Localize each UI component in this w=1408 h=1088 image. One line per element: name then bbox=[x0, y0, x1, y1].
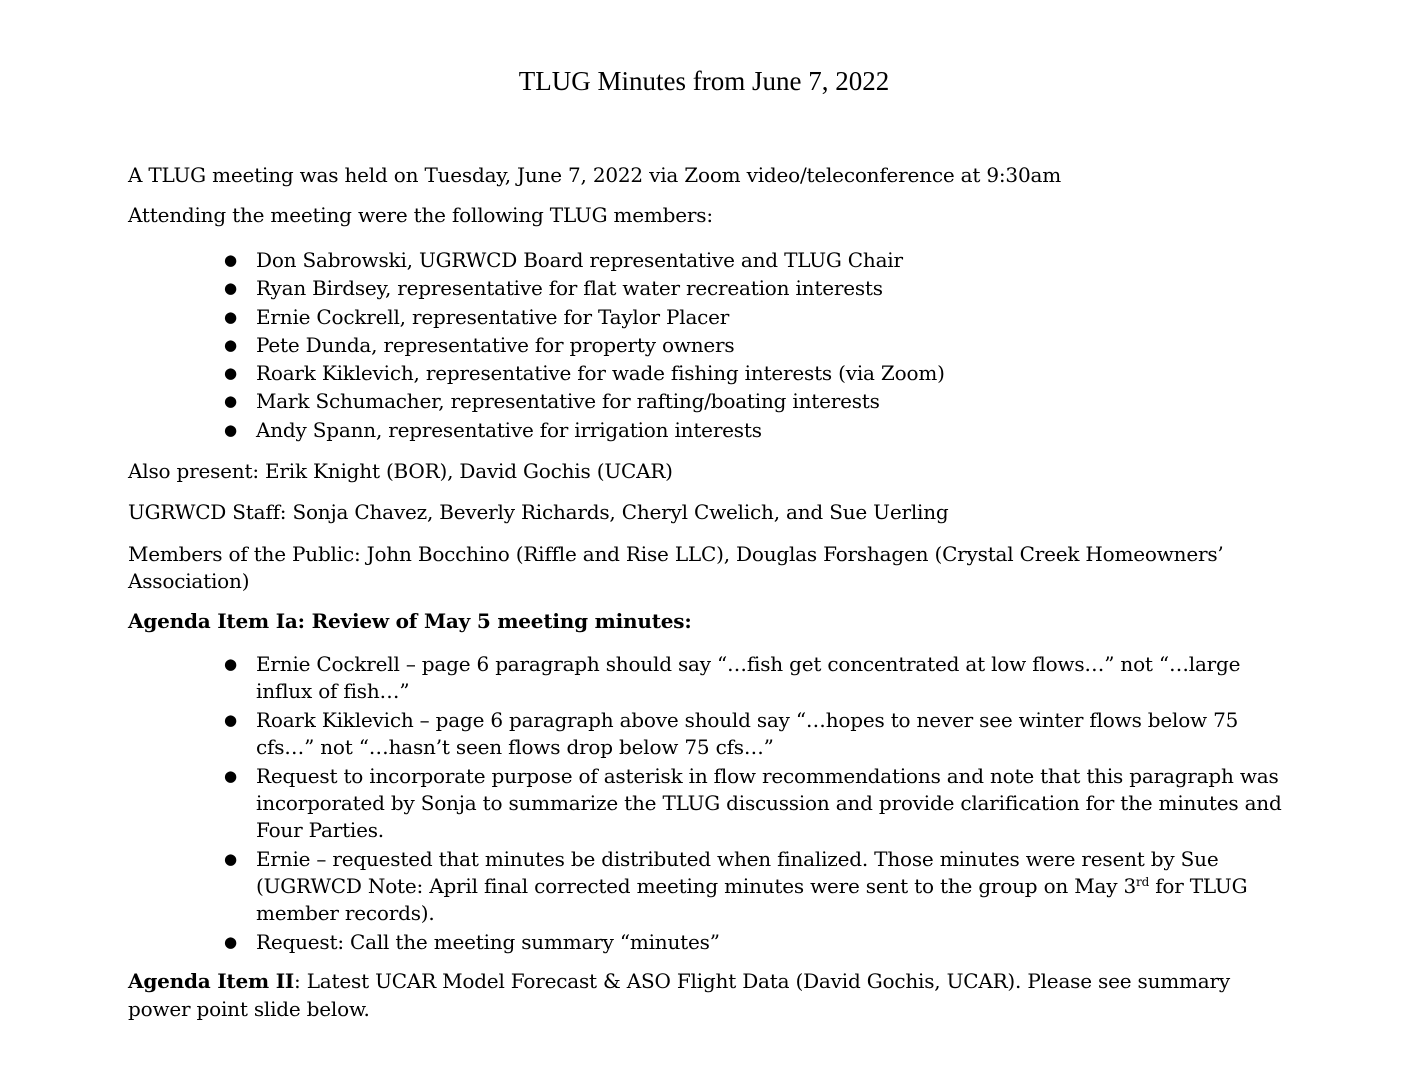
list-item: ● Ernie – requested that minutes be distributed when finalized. Those minutes were resent by Sue (UGRWCD Note: April final corrected meeting minutes were sent to the group on May 3rd for TLUG member records). bbox=[224, 847, 1248, 925]
bullet-icon: ● bbox=[224, 335, 237, 354]
bullet-icon: ● bbox=[224, 933, 237, 951]
bullet-icon: ● bbox=[224, 850, 237, 868]
bullet-icon: ● bbox=[224, 251, 237, 269]
list-item: ● Don Sabrowski, UGRWCD Board representative and TLUG Chair bbox=[128, 246, 1288, 274]
list-item: ● Roark Kiklevich, representative for wade fishing interests (via Zoom) bbox=[128, 359, 1288, 387]
attending-heading: Attending the meeting were the following TLUG members: bbox=[128, 203, 713, 227]
page-title: TLUG Minutes from June 7, 2022 bbox=[518, 66, 890, 96]
list-item: ● Mark Schumacher, representative for rafting/boating interests bbox=[128, 387, 1288, 415]
agenda-item-ii-text: : Latest UCAR Model Forecast & ASO Flight Data (David Gochis, UCAR). Please see summary power point slide below. bbox=[128, 969, 1230, 1021]
members-list bbox=[128, 246, 1288, 444]
list-item: ● Ryan Birdsey, representative for flat water recreation interests bbox=[128, 274, 1288, 302]
bullet-icon: ● bbox=[224, 420, 237, 439]
bullet-icon: ● bbox=[224, 279, 237, 298]
also-present: Also present: Erik Knight (BOR), David Gochis (UCAR) bbox=[128, 459, 673, 483]
bullet-icon: ● bbox=[224, 364, 237, 383]
list-item: ● Pete Dunda, representative for property owners bbox=[128, 331, 1288, 359]
list-item: ● Roark Kiklevich – page 6 paragraph above should say “…hopes to never see winter flows below 75 cfs…” not “…hasn’t seen flows drop below 75 cfs…” bbox=[224, 708, 1239, 759]
agenda-item-ii bbox=[128, 968, 1288, 1023]
meeting-intro: A TLUG meeting was held on Tuesday, June 7, 2022 via Zoom video/teleconference at 9:30am bbox=[128, 163, 1061, 187]
list-item: ● Request: Call the meeting summary “minutes” bbox=[224, 930, 720, 954]
bullet-icon: ● bbox=[224, 711, 237, 729]
list-item: ● Andy Spann, representative for irrigation interests bbox=[128, 416, 1288, 444]
bullet-icon: ● bbox=[224, 655, 237, 673]
list-item: ● Request to incorporate purpose of asterisk in flow recommendations and note that this paragraph was incorporated by Sonja to summarize the TLUG discussion and provide clarification for the minutes and Four Parties. bbox=[224, 764, 1282, 842]
agenda-item-ii-label: Agenda Item II bbox=[128, 969, 295, 993]
members-of-public: Members of the Public: John Bocchino (Riffle and Rise LLC), Douglas Forshagen (Crystal Creek Homeowners’ Association) bbox=[128, 542, 1224, 593]
bullet-icon: ● bbox=[224, 767, 237, 785]
review-items-list bbox=[128, 651, 1288, 958]
agenda-item-ia-heading: Agenda Item Ia: Review of May 5 meeting minutes: bbox=[128, 609, 692, 633]
list-item: ● Ernie Cockrell – page 6 paragraph should say “…fish get concentrated at low flows…” not “…large influx of fish…” bbox=[224, 652, 1241, 703]
bullet-icon: ● bbox=[224, 392, 237, 411]
list-item: ● Ernie Cockrell, representative for Taylor Placer bbox=[128, 303, 1288, 331]
staff-list: UGRWCD Staff: Sonja Chavez, Beverly Richards, Cheryl Cwelich, and Sue Uerling bbox=[128, 500, 949, 524]
bullet-icon: ● bbox=[224, 307, 237, 326]
